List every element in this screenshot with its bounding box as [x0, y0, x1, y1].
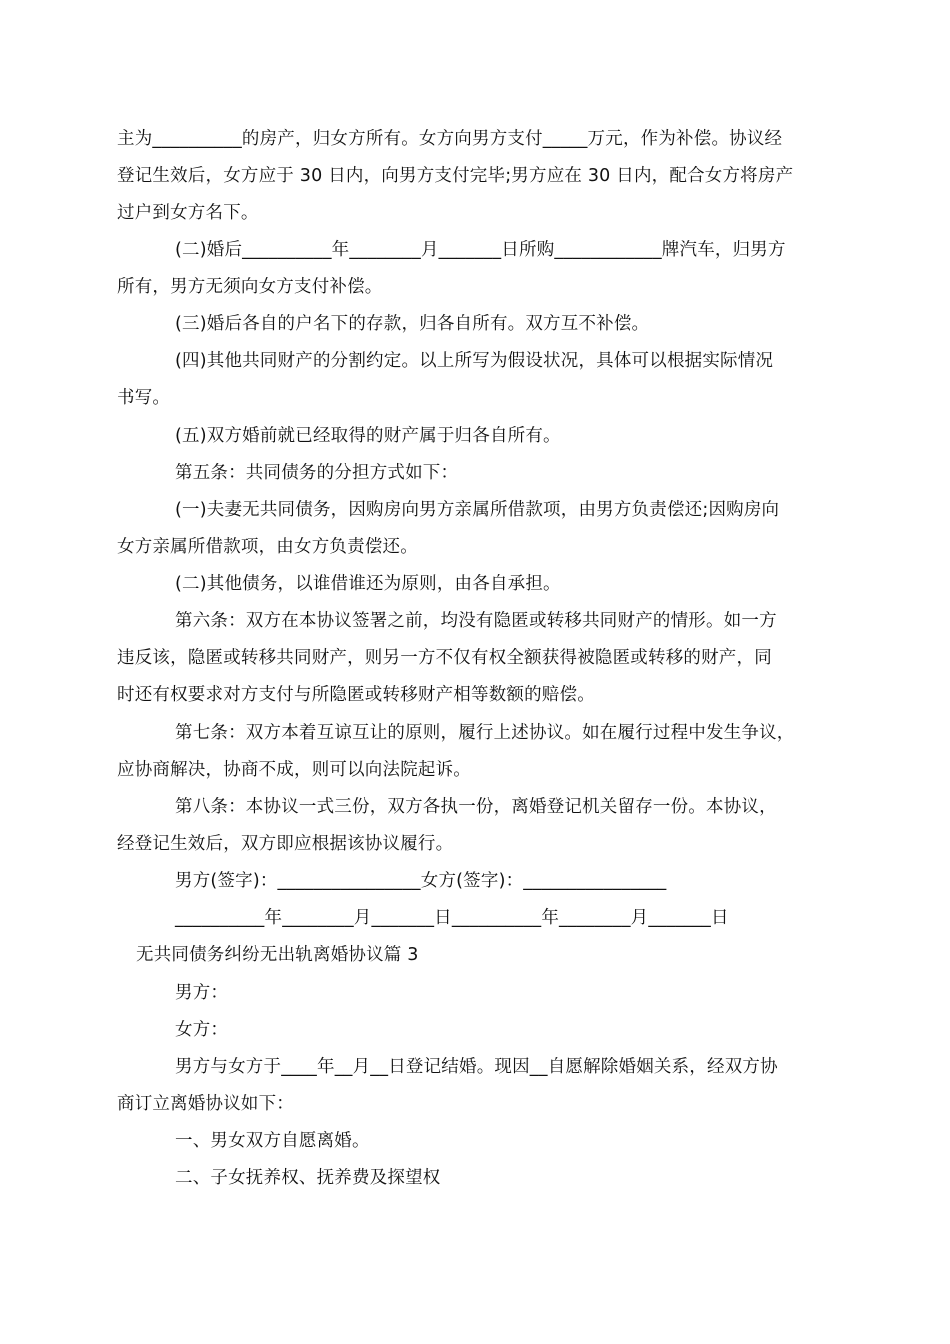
paragraph-line: (五)双方婚前就已经取得的财产属于归各自所有。 — [175, 426, 561, 446]
clause-line: 二、子女抚养权、抚养费及探望权 — [175, 1168, 441, 1188]
paragraph-line: 时还有权要求对方支付与所隐匿或转移财产相等数额的赔偿。 — [117, 685, 595, 705]
paragraph-line: (一)夫妻无共同债务，因购房向男方亲属所借款项，由男方负责偿还;因购房向 — [175, 500, 780, 520]
paragraph-line: (二)婚后__________年________月_______日所购____________牌汽车，归男方 — [175, 240, 786, 260]
paragraph-line: (二)其他债务，以谁借谁还为原则，由各自承担。 — [175, 574, 561, 594]
paragraph-line: 第七条：双方本着互谅互让的原则，履行上述协议。如在履行过程中发生争议， — [175, 723, 795, 743]
paragraph-line: 应协商解决，协商不成，则可以向法院起诉。 — [117, 760, 471, 780]
paragraph-line: 过户到女方名下。 — [117, 203, 259, 223]
party-female-label: 女方： — [175, 1020, 229, 1040]
paragraph-line: 经登记生效后，双方即应根据该协议履行。 — [117, 834, 454, 854]
paragraph-line: (四)其他共同财产的分割约定。以上所写为假设状况，具体可以根据实际情况 — [175, 351, 774, 371]
article-heading: 第五条：共同债务的分担方式如下： — [175, 463, 459, 483]
party-male-label: 男方： — [175, 983, 229, 1003]
paragraph-line: 违反该，隐匿或转移共同财产，则另一方不仅有权全额获得被隐匿或转移的财产，同 — [117, 648, 772, 668]
clause-line: 一、男女双方自愿离婚。 — [175, 1131, 370, 1151]
signature-line: 男方(签字)：________________女方(签字)：________________ — [175, 871, 667, 891]
section-title: 无共同债务纠纷无出轨离婚协议篇 3 — [136, 945, 419, 965]
paragraph-line: 书写。 — [117, 388, 171, 408]
paragraph-line: 男方与女方于____年__月__日登记结婚。现因__自愿解除婚姻关系，经双方协 — [175, 1057, 778, 1077]
paragraph-line: 商订立离婚协议如下： — [117, 1094, 294, 1114]
paragraph-line: 所有，男方无须向女方支付补偿。 — [117, 277, 383, 297]
paragraph-line: 登记生效后，女方应于 30 日内，向男方支付完毕;男方应在 30 日内，配合女方将房产 — [117, 166, 794, 186]
paragraph-line: 女方亲属所借款项，由女方负责偿还。 — [117, 537, 418, 557]
date-line: __________年________月_______日__________年________月_______日 — [175, 908, 729, 928]
paragraph-line: 第六条：双方在本协议签署之前，均没有隐匿或转移共同财产的情形。如一方 — [175, 611, 777, 631]
paragraph-line: (三)婚后各自的户名下的存款，归各自所有。双方互不补偿。 — [175, 314, 650, 334]
paragraph-line: 主为__________的房产，归女方所有。女方向男方支付_____万元，作为补偿。协议经 — [117, 129, 783, 149]
paragraph-line: 第八条：本协议一式三份，双方各执一份，离婚登记机关留存一份。本协议， — [175, 797, 777, 817]
